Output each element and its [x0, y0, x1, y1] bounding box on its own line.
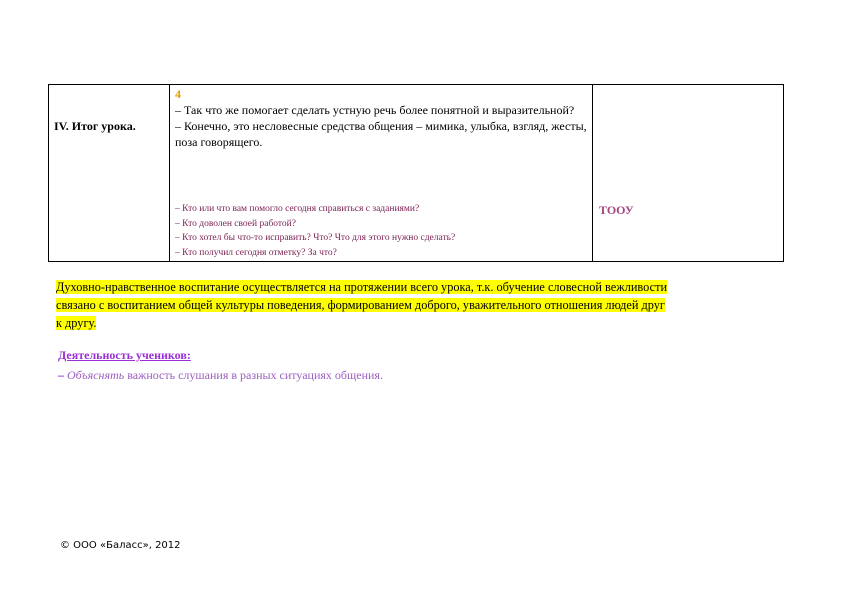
- list-item: – Кто доволен своей работой?: [175, 218, 296, 229]
- education-note-line: связано с воспитанием общей культуры поведения, формированием доброго, уважительного отношения людей друг: [56, 298, 665, 312]
- copyright-footer: © ООО «Баласс», 2012: [60, 540, 181, 551]
- lesson-table: [48, 84, 784, 262]
- list-item: – Кто хотел бы что-то исправить? Что? Что для этого нужно сделать?: [175, 233, 456, 243]
- list-item: – Кто получил сегодня отметку? За что?: [175, 247, 337, 258]
- stage-cell: [49, 85, 170, 262]
- activity-title: Деятельность учеников:: [58, 348, 191, 362]
- education-note-line: к другу.: [56, 316, 97, 330]
- activity-verb: Объяснять: [67, 368, 125, 382]
- uud-cell: [593, 85, 784, 262]
- dialog-question: – Так что же помогает сделать устную речь более понятной и выразительной?: [175, 103, 575, 117]
- stage-title: IV. Итог урока.: [54, 119, 136, 133]
- activity-rest: важность слушания в разных ситуациях общения.: [127, 368, 383, 382]
- list-item: – Кто или что вам помогло сегодня справиться с заданиями?: [175, 204, 420, 214]
- education-note: [56, 278, 756, 332]
- reflection-questions: [175, 202, 455, 260]
- education-note-line: Духовно-нравственное воспитание осуществляется на протяжении всего урока, т.к. обучение словесной вежливости: [56, 280, 668, 294]
- activity-dash: –: [58, 368, 64, 382]
- table-row: [49, 85, 784, 262]
- uud-label: ТООУ: [599, 203, 634, 217]
- content-cell: [170, 85, 593, 262]
- dialog-answer: – Конечно, это несловесные средства общения – мимика, улыбка, взгляд, жесты, поза говорящего.: [175, 119, 587, 149]
- step-number: 4: [175, 87, 181, 101]
- activity-line: [58, 368, 383, 383]
